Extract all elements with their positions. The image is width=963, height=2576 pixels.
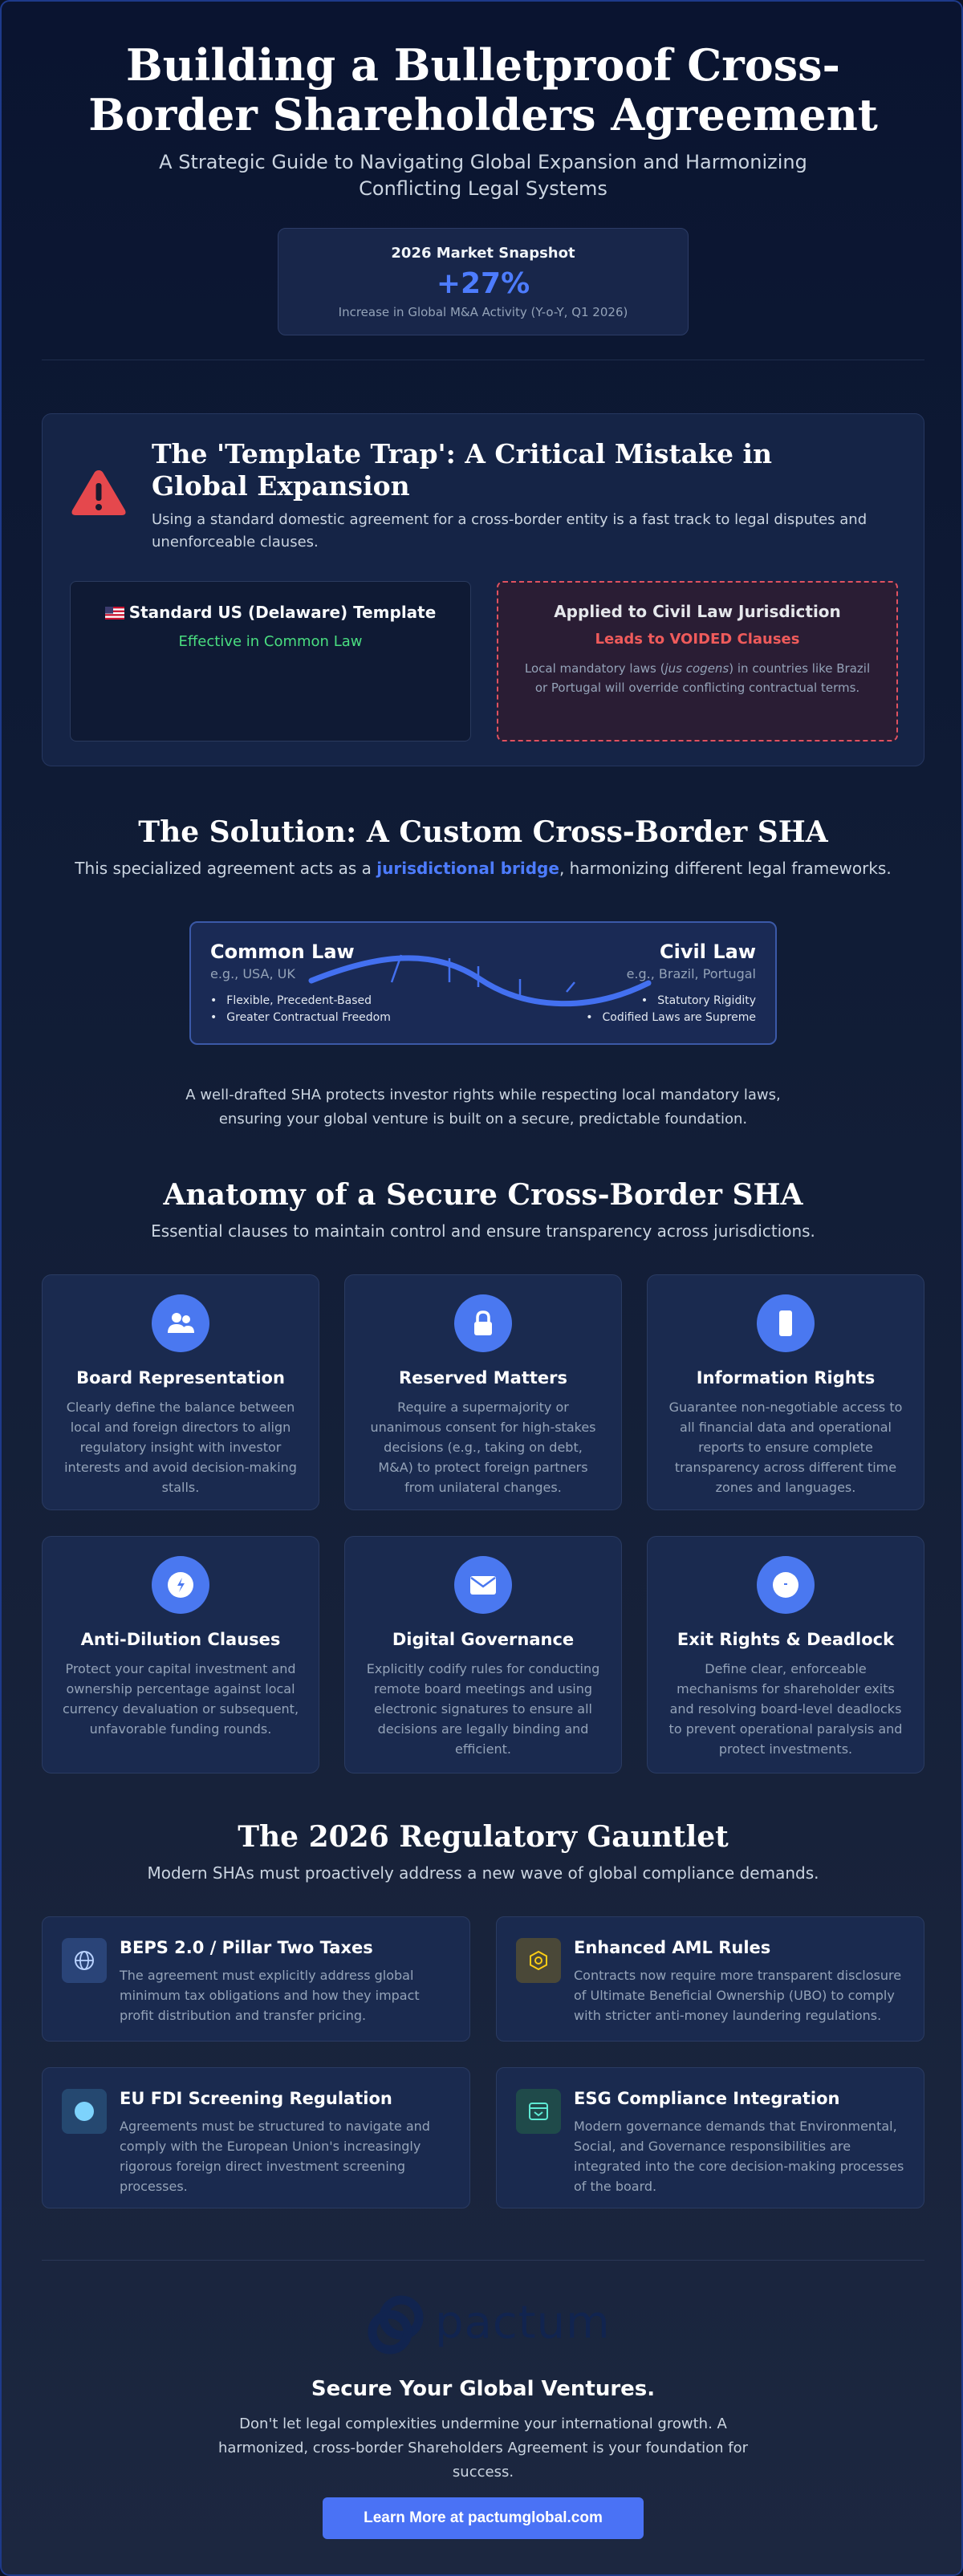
civil-law-status: Leads to VOIDED Clauses [595, 631, 800, 648]
regulatory-title: The 2026 Regulatory Gauntlet [238, 1820, 729, 1854]
list-item: • Greater Contractual Freedom [210, 1010, 391, 1026]
regulation-description: Contracts now require more transparent disclosure of Ultimate Beneficial Ownership (UBO) to comply with stricter anti-money laundering regulations. [574, 1968, 902, 2023]
card-title: Board Representation [76, 1368, 285, 1388]
civil-law-box [497, 581, 898, 742]
clause-card-exit [647, 1536, 924, 1774]
solution-subtitle: This specialized agreement acts as a jurisdictional bridge, harmonizing different legal frameworks. [75, 859, 892, 878]
card-title: Anti-Dilution Clauses [80, 1630, 281, 1649]
clause-card-anti-dilution [42, 1536, 319, 1774]
regulation-title: BEPS 2.0 / Pillar Two Taxes [120, 1938, 373, 1957]
trap-description: Using a standard domestic agreement for a cross-border entity is a fast track to legal disputes and unenforceable clauses. [152, 511, 868, 551]
list-item: • Statutory Rigidity [586, 993, 756, 1010]
footer-title: Secure Your Global Ventures. [311, 2377, 656, 2401]
divider [42, 2260, 924, 2261]
snapshot-caption: Increase in Global M&A Activity (Y-o-Y, Q1 2026) [338, 305, 628, 319]
footer-description: Don't let legal complexities undermine your international growth. A harmonized, cross-border Shareholders Agreement is your foundation for success. [217, 2416, 749, 2481]
circle-icon [73, 2100, 95, 2123]
us-flag-icon [105, 607, 124, 620]
logo-text: pactum [435, 2297, 611, 2349]
regulation-description: Agreements must be structured to navigate and comply with the European Union's increasingly rigorous foreign direct investment screening processes. [120, 2119, 430, 2194]
inbox-icon [527, 2100, 550, 2123]
regulation-card-beps [42, 1916, 470, 2042]
civil-law-example: e.g., Brazil, Portugal [626, 966, 756, 981]
regulation-card-aml [496, 1916, 924, 2042]
page-subtitle: A Strategic Guide to Navigating Global Expansion and Harmonizing Conflicting Legal Systems [159, 151, 807, 200]
standard-template-box [70, 581, 471, 742]
regulation-title: ESG Compliance Integration [574, 2089, 840, 2108]
learn-more-button[interactable]: Learn More at pactumglobal.com [323, 2497, 644, 2539]
anatomy-title: Anatomy of a Secure Cross-Border SHA [163, 1178, 803, 1212]
civil-law-heading: Civil Law [660, 941, 756, 963]
regulation-card-esg [496, 2067, 924, 2208]
list-item: • Flexible, Precedent-Based [210, 993, 391, 1010]
standard-template-status: Effective in Common Law [178, 633, 363, 650]
anatomy-subtitle: Essential clauses to maintain control and ensure transparency across jurisdictions. [151, 1221, 815, 1241]
mobile-icon [771, 1309, 800, 1338]
snapshot-label: 2026 Market Snapshot [391, 245, 575, 262]
hexagon-icon [527, 1949, 550, 1972]
coin-icon [166, 1570, 195, 1599]
civil-law-description: Local mandatory laws (jus cogens) in countries like Brazil or Portugal will override conflicting contractual terms. [524, 661, 871, 695]
common-law-title: Common Law [210, 941, 355, 963]
solution-note: A well-drafted SHA protects investor rights while respecting local mandatory laws, ensuring your global venture is built on a secure, predictable foundation. [185, 1087, 781, 1128]
solution-title: The Solution: A Custom Cross-Border SHA [138, 815, 828, 849]
common-law-example: e.g., USA, UK [210, 966, 295, 981]
clause-card-board [42, 1274, 319, 1510]
market-snapshot [278, 228, 689, 335]
list-item: • Codified Laws are Supreme [586, 1010, 756, 1026]
clause-card-digital [344, 1536, 622, 1774]
civil-law-list [586, 993, 756, 1026]
common-law-list [210, 993, 391, 1026]
logo-mark-icon [366, 2294, 430, 2358]
pactum-logo [366, 2294, 611, 2358]
card-description: Clearly define the balance between local and foreign directors to align regulatory insight with investor interests and avoid decision-making stalls. [64, 1400, 297, 1495]
clause-card-reserved [344, 1274, 622, 1510]
standard-template-title: Standard US (Delaware) Template [71, 603, 470, 622]
card-title: Digital Governance [392, 1630, 575, 1649]
regulation-card-fdi [42, 2067, 470, 2208]
regulation-description: The agreement must explicitly address global minimum tax obligations and how they impact profit distribution and transfer pricing. [120, 1968, 420, 2023]
civil-law-panel [586, 941, 756, 1026]
lock-icon [469, 1309, 498, 1338]
card-title: Information Rights [696, 1368, 876, 1388]
regulatory-subtitle: Modern SHAs must proactively address a new wave of global compliance demands. [147, 1863, 819, 1883]
card-description: Define clear, enforceable mechanisms for shareholder exits and resolving board-level deadlocks to prevent operational paralysis and protect investments. [668, 1661, 903, 1757]
jurisdictional-bridge [189, 921, 777, 1045]
door-icon [771, 1570, 800, 1599]
page-title: Building a Bulletproof Cross-Border Shareholders Agreement [88, 39, 878, 140]
card-description: Protect your capital investment and ownership percentage against local currency devaluation or subsequent, unfavorable funding rounds. [62, 1661, 299, 1737]
card-description: Require a supermajority or unanimous consent for high-stakes decisions (e.g., taking on debt, M&A) to protect foreign partners from unilateral changes. [370, 1400, 596, 1495]
users-icon [166, 1309, 195, 1338]
card-description: Explicitly codify rules for conducting remote board meetings and using electronic signatures to ensure all decisions are legally binding and efficient. [366, 1661, 600, 1757]
regulation-description: Modern governance demands that Environmental, Social, and Governance responsibilities are integrated into the core decision-making processes of the board. [574, 2119, 904, 2194]
common-law-panel [210, 941, 391, 1026]
card-description: Guarantee non-negotiable access to all financial data and operational reports to ensure complete transparency across different time zones and languages. [668, 1400, 903, 1495]
civil-law-title: Applied to Civil Law Jurisdiction [554, 602, 841, 621]
snapshot-value: +27% [436, 267, 530, 300]
envelope-icon [469, 1570, 498, 1599]
clause-card-information [647, 1274, 924, 1510]
warning-icon [70, 467, 128, 518]
globe-icon [73, 1949, 95, 1972]
regulation-title: Enhanced AML Rules [574, 1938, 771, 1957]
card-title: Reserved Matters [398, 1368, 568, 1388]
trap-title: The 'Template Trap': A Critical Mistake in Global Expansion [152, 438, 773, 502]
card-title: Exit Rights & Deadlock [677, 1630, 895, 1649]
regulation-title: EU FDI Screening Regulation [120, 2089, 392, 2108]
template-trap-section [42, 413, 924, 766]
